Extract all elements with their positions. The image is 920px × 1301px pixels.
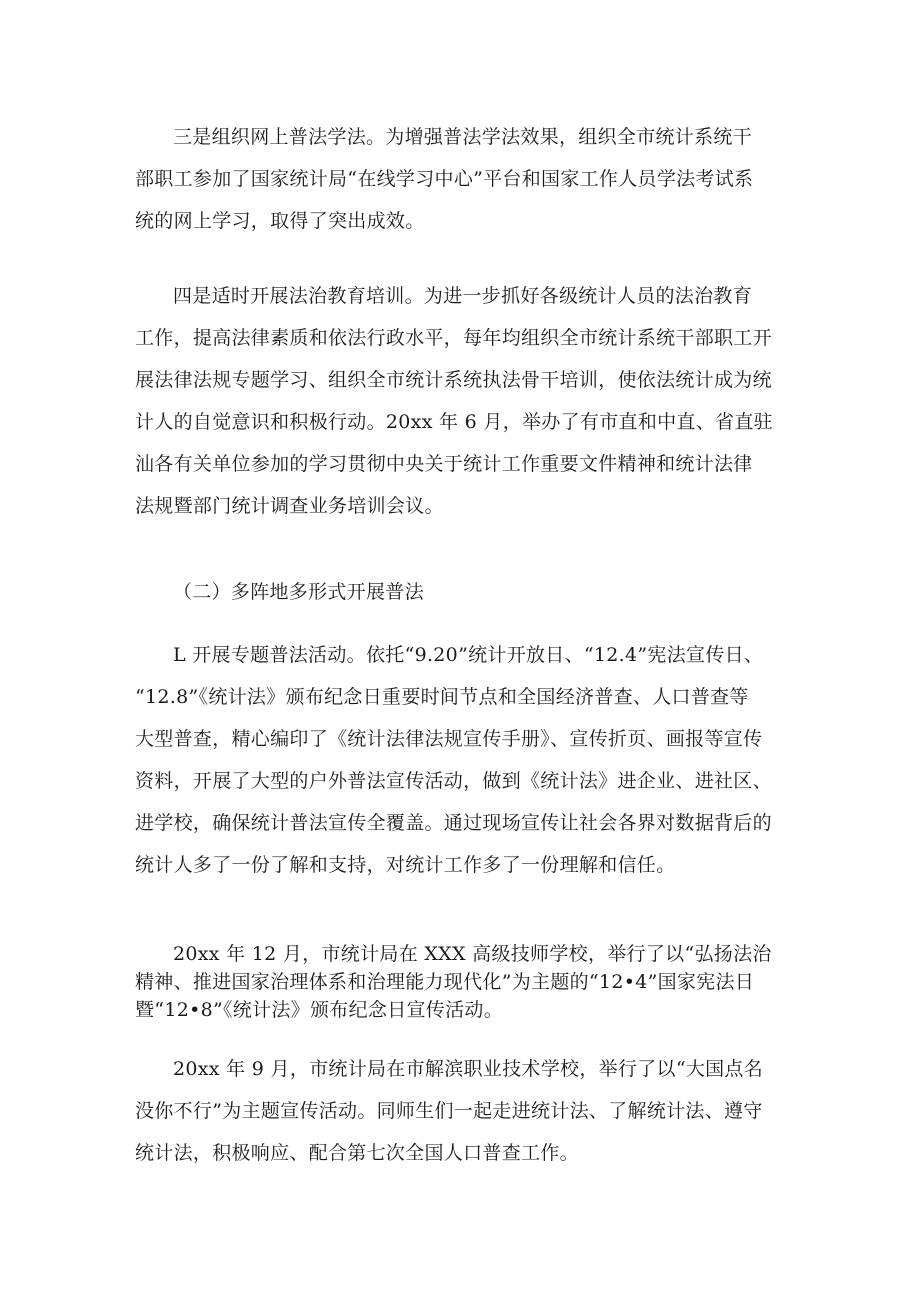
paragraph-legal-education-training: [135, 275, 795, 527]
section-heading: [135, 571, 795, 613]
text-line: 20xx 年 12 月，市统计局在 XXX 高级技师学校，举行了以“弘扬法治: [173, 943, 772, 965]
text-line: 暨“12•8”《统计法》颁布纪念日宣传活动。: [135, 999, 503, 1021]
text-line: “12.8”《统计法》颁布纪念日重要时间节点和全国经济普查、人口普查等: [135, 686, 749, 708]
text-line: 三是组织网上普法学法。为增强普法学法效果，组织全市统计系统干: [173, 126, 753, 148]
paragraph-september-event: [135, 1048, 795, 1174]
text-line: 统计人多了一份了解和支持，对统计工作多了一份理解和信任。: [135, 854, 676, 876]
paragraph-december-event: [135, 940, 795, 1024]
text-line: 资料，开展了大型的户外普法宣传活动，做到《统计法》进企业、进社区、: [135, 770, 772, 792]
paragraph-special-campaign: [135, 634, 795, 886]
text-line: 精神、推进国家治理体系和治理能力现代化”为主题的“12•4”国家宪法日: [135, 971, 755, 993]
text-line: L 开展专题普法活动。依托“9.20”统计开放日、“12.4”宪法宣传日、: [173, 644, 764, 666]
text-line: 工作，提高法律素质和依法行政水平，每年均组织全市统计系统干部职工开: [135, 327, 772, 349]
text-line: 20xx 年 9 月，市统计局在市解滨职业技术学校，举行了以“大国点名: [173, 1058, 764, 1080]
text-line: 没你不行”为主题宣传活动。同师生们一起走进统计法、了解统计法、遵守: [135, 1100, 763, 1122]
text-line: 统的网上学习，取得了突出成效。: [135, 210, 425, 232]
text-line: 四是适时开展法治教育培训。为进一步抓好各级统计人员的法治教育: [173, 285, 753, 307]
text-line: 展法律法规专题学习、组织全市统计系统执法骨干培训，使依法统计成为统: [135, 369, 772, 391]
text-line: 法规暨部门统计调查业务培训会议。: [135, 495, 444, 517]
heading-text: （二）多阵地多形式开展普法: [173, 581, 424, 603]
paragraph-online-law-study: [135, 116, 795, 242]
text-line: 汕各有关单位参加的学习贯彻中央关于统计工作重要文件精神和统计法律: [135, 453, 753, 475]
text-line: 统计法，积极响应、配合第七次全国人口普查工作。: [135, 1142, 579, 1164]
text-line: 大型普查，精心编印了《统计法律法规宣传手册》、宣传折页、画报等宣传: [135, 728, 763, 750]
text-line: 进学校，确保统计普法宣传全覆盖。通过现场宣传让社会各界对数据背后的: [135, 812, 772, 834]
text-line: 计人的自觉意识和积极行动。20xx 年 6 月，举办了有市直和中直、省直驻: [135, 411, 773, 433]
text-line: 部职工参加了国家统计局“在线学习中心”平台和国家工作人员学法考试系: [135, 168, 754, 190]
